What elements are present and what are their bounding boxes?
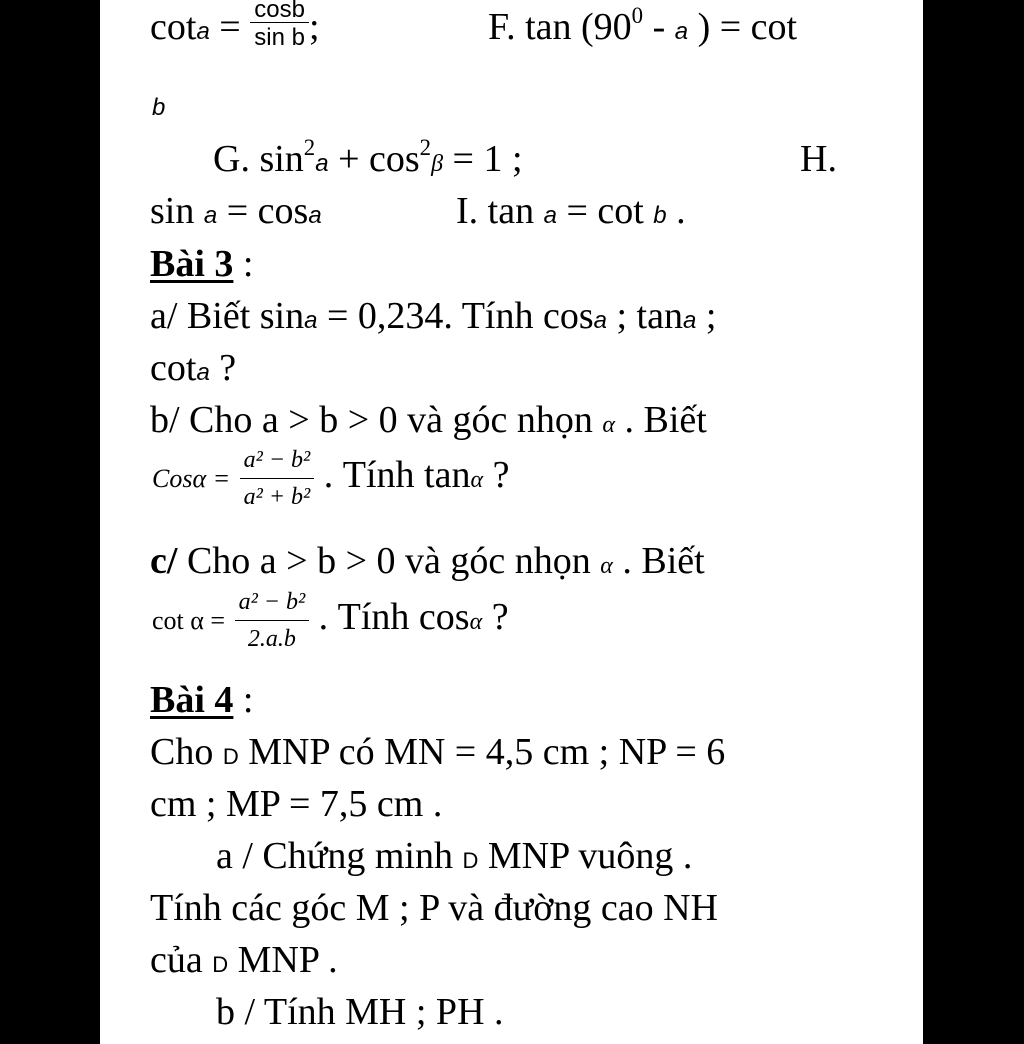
exercise-4-line2: cm ; MP = 7,5 cm . [150,783,443,825]
exercise-4a-line2: Tính các góc M ; P và đường cao NH [150,887,718,929]
formula-cot-ratio: cota = $\frac{\cos b}{\text{sin b}}$ ; [150,0,320,52]
triangle-icon: D [212,952,229,977]
formula-h: sin a = cosa [150,190,322,232]
exercise-4a-line1: a / Chứng minh D MNP vuông . [216,835,693,877]
exercise-4b-line1: b / Tính MH ; PH . [216,991,504,1033]
formula-g: G. $\sin^2a + \cos^2\beta = 1$ ; [213,135,523,180]
exercise-3c-line1: c/ Cho a > b > 0 và góc nhọn α . Biết [150,540,705,582]
heading-bai-3: Bài 3 : [150,243,254,285]
formula-i: I. tan a = cot b . [456,190,686,232]
heading-bai-4: Bài 4 : [150,679,254,721]
triangle-icon: D [222,744,239,769]
triangle-icon: D [462,848,479,873]
exercise-4-line1: Cho D MNP có MN = 4,5 cm ; NP = 6 [150,731,726,773]
exercise-3a-line1: a/ Biết sina = 0,234. Tính cosa ; tana ; [150,295,717,337]
exercise-3b-line1: b/ Cho a > b > 0 và góc nhọn α . Biết [150,399,707,441]
exercise-4a-line3: của D MNP . [150,939,338,981]
formula-f: F. $\tan (90^0$ - a ) = cot [488,3,798,48]
exercise-3a-line2: cota ? [150,347,237,389]
formula-f-continued: b [152,94,166,121]
exercise-3c-formula: cot α = $\frac{\text{a² − b²}}{2.a.b}$ . Tính cosα ? [152,589,509,652]
formula-h-label: H. [800,138,837,180]
exercise-3b-formula: Cosα = $\frac{\text{a² − b²}}{\text{a² + b²}}$ . Tính tanα ? [152,447,510,510]
document-page [100,0,923,1044]
